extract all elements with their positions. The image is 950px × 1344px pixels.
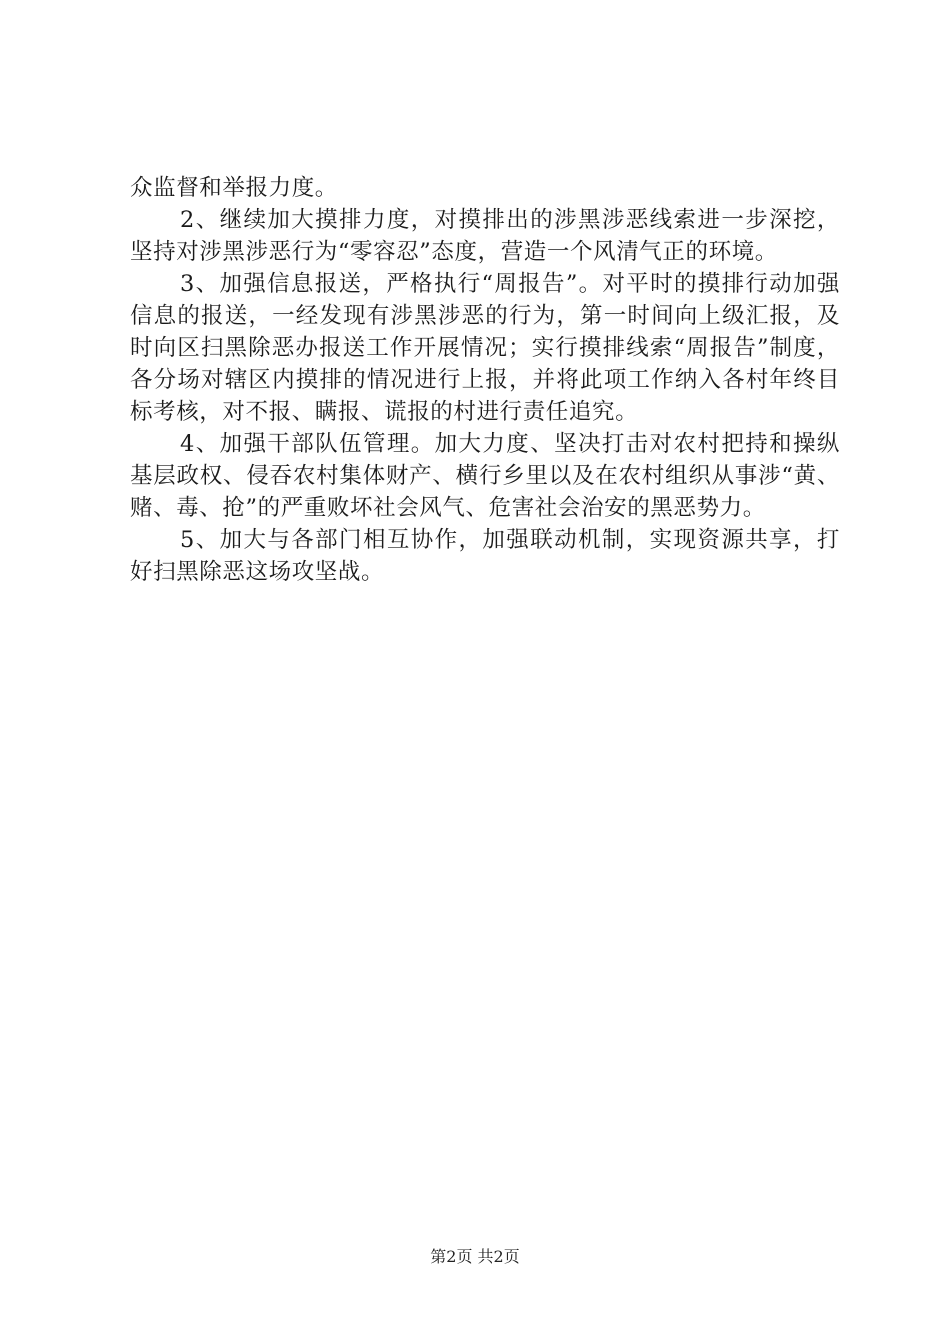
paragraph-item-3: 3、加强信息报送，严格执行“周报告”。对平时的摸排行动加强信息的报送，一经发现有涉黑涉恶的行为，第一时间向上级汇报，及时向区扫黑除恶办报送工作开展情况；实行摸排线索“周报告”制度，各分场对辖区内摸排的情况进行上报，并将此项工作纳入各村年终目标考核，对不报、瞒报、谎报的村进行责任追究。	[130, 271, 840, 425]
paragraph-continuation: 众监督和举报力度。	[130, 175, 338, 201]
paragraph-item-4: 4、加强干部队伍管理。加大力度、坚决打击对农村把持和操纵基层政权、侵吞农村集体财产、横行乡里以及在农村组织从事涉“黄、赌、毒、抢”的严重败坏社会风气、危害社会治安的黑恶势力。	[130, 431, 840, 521]
paragraph-item-2: 2、继续加大摸排力度，对摸排出的涉黑涉恶线索进一步深挖，坚持对涉黑涉恶行为“零容忍”态度，营造一个风清气正的环境。	[130, 207, 840, 265]
paragraph-item-5: 5、加大与各部门相互协作，加强联动机制，实现资源共享，打好扫黑除恶这场攻坚战。	[130, 527, 840, 585]
page-number-footer: 第2页 共2页	[430, 1247, 520, 1266]
document-body	[130, 172, 840, 588]
